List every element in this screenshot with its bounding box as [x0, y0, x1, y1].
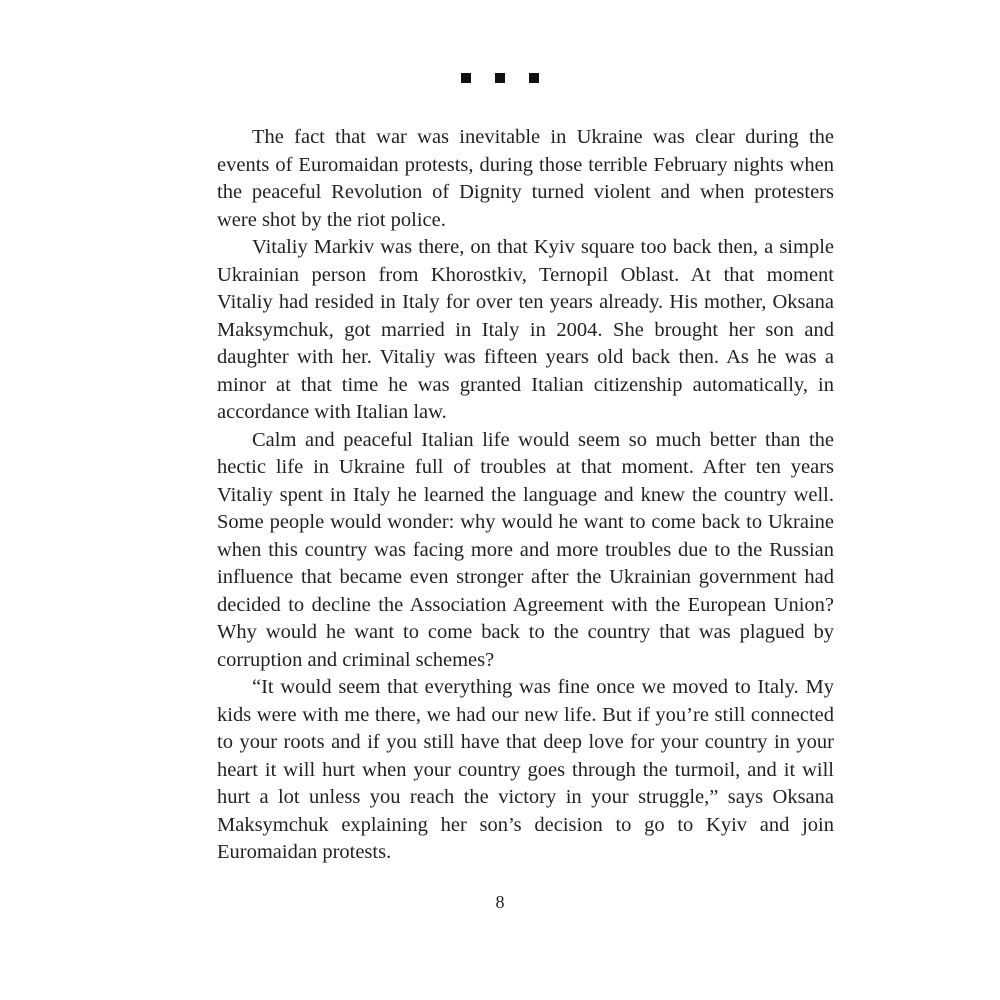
- paragraph: “It would seem that everything was fine once we moved to Italy. My kids were with me there, we had our new life. But if you’re still connected to your roots and if you still have that deep love for your country in your heart it will hurt when your country goes through the turmoil, and it will hurt a lot unless you reach the victory in your struggle,” says Oksana Maksymchuk explaining her son’s decision to go to Kyiv and join Euromaidan protests.: [217, 676, 834, 863]
- section-break-dot: [495, 73, 505, 83]
- paragraph: Vitaliy Markiv was there, on that Kyiv square too back then, a simple Ukrainian person from Khorostkiv, Ternopil Oblast. At that moment Vitaliy had resided in Italy for over ten years already. His mother, Oksana Maksymchuk, got married in Italy in 2004. She brought her son and daughter with her. Vitaliy was fifteen years old back then. As he was a minor at that time he was granted Italian citizenship automatically, in accordance with Italian law.: [217, 236, 834, 423]
- section-break: [0, 58, 1000, 98]
- body-text: [217, 124, 834, 867]
- section-break-dot: [461, 73, 471, 83]
- paragraph: The fact that war was inevitable in Ukraine was clear during the events of Euromaidan protests, during those terrible February nights when the peaceful Revolution of Dignity turned violent and when protesters were shot by the riot police.: [217, 126, 834, 231]
- paragraph: Calm and peaceful Italian life would seem so much better than the hectic life in Ukraine full of troubles at that moment. After ten years Vitaliy spent in Italy he learned the language and knew the country well. Some people would wonder: why would he want to come back to Ukraine when this country was facing more and more troubles due to the Russian influence that became even stronger after the Ukrainian government had decided to decline the Association Agreement with the European Union? Why would he want to come back to the country that was plagued by corruption and criminal schemes?: [217, 428, 834, 671]
- page-number: 8: [495, 892, 505, 912]
- section-break-dot: [529, 73, 539, 83]
